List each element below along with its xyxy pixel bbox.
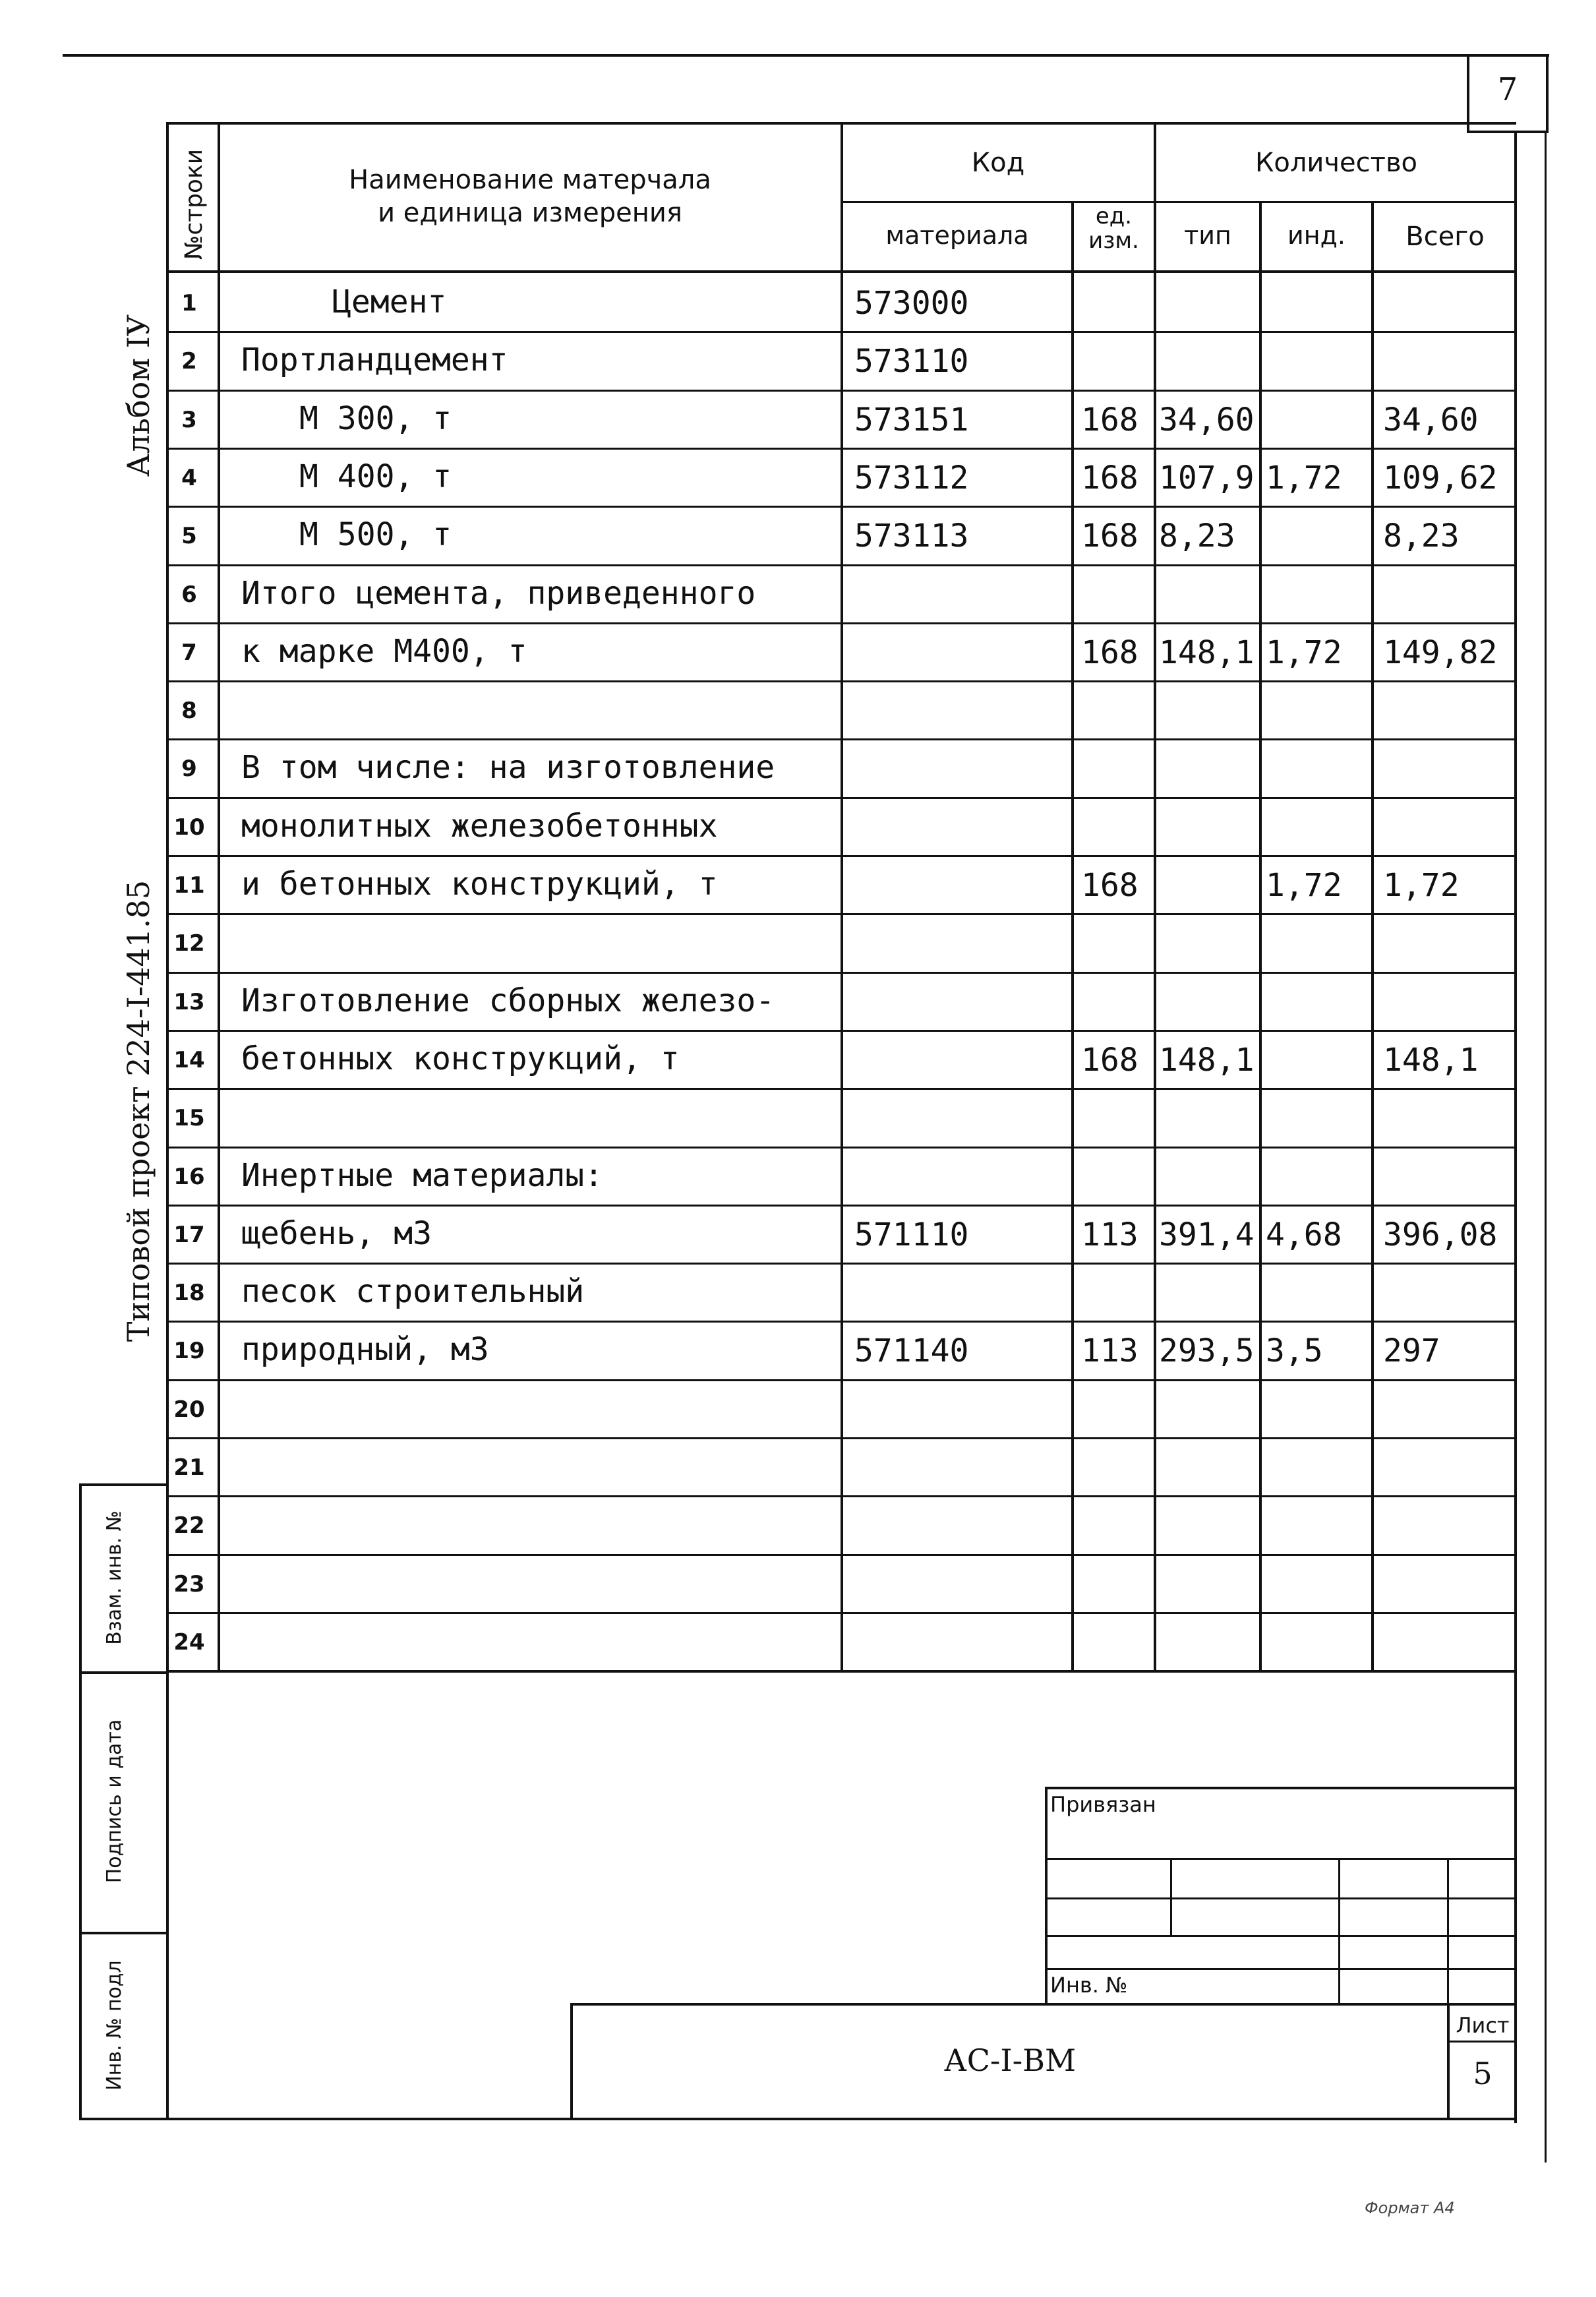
header-unit-line2: изм. — [1088, 227, 1139, 254]
row-number: 4 — [181, 465, 197, 491]
total-cell: 34,60 — [1383, 402, 1479, 438]
row-separator — [166, 680, 1516, 682]
unit-cell: 168 — [1081, 402, 1138, 438]
row-separator — [166, 1205, 1516, 1207]
row-number: 23 — [173, 1571, 205, 1597]
header-type: тип — [1184, 221, 1231, 250]
material-name: к марке М400, т — [241, 633, 527, 670]
ind-cell: 1,72 — [1266, 460, 1342, 496]
row-number: 6 — [181, 582, 197, 608]
doc-code: АС-I-ВМ — [943, 2043, 1077, 2078]
code-cell: 573110 — [854, 343, 969, 380]
row-number: 20 — [173, 1396, 205, 1423]
row-separator — [166, 1088, 1516, 1090]
type-cell: 8,23 — [1159, 518, 1235, 554]
row-separator — [166, 1147, 1516, 1148]
row-separator — [166, 1263, 1516, 1265]
row-number: 8 — [181, 698, 197, 724]
unit-cell: 168 — [1081, 460, 1138, 496]
stamp-inv-podl: Инв. № подл — [103, 1960, 126, 2091]
code-cell: 573000 — [854, 285, 969, 322]
row-number: 1 — [181, 290, 197, 316]
sheet-label: Лист — [1456, 2013, 1510, 2038]
material-name: Цемент — [332, 283, 447, 320]
material-name: и бетонных конструкций, т — [241, 866, 718, 903]
material-name: М 500, т — [299, 516, 452, 553]
row-number: 16 — [173, 1164, 205, 1190]
row-separator — [166, 506, 1516, 508]
row-separator — [166, 972, 1516, 974]
material-name: щебень, м3 — [241, 1215, 432, 1252]
row-separator — [166, 1030, 1516, 1032]
row-number: 18 — [173, 1280, 205, 1306]
header-quantity: Количество — [1255, 148, 1417, 178]
header-row-no: №строки — [181, 148, 208, 260]
total-cell: 396,08 — [1383, 1216, 1498, 1253]
row-separator — [166, 564, 1516, 566]
header-code: Код — [971, 148, 1025, 178]
row-separator — [166, 855, 1516, 857]
row-number: 17 — [173, 1222, 205, 1248]
material-name: В том числе: на изготовление — [241, 749, 775, 786]
row-separator — [166, 390, 1516, 392]
row-separator — [166, 1612, 1516, 1614]
type-cell: 293,5 — [1159, 1332, 1255, 1369]
type-cell: 148,1 — [1159, 1042, 1255, 1079]
stamp-vzam-inv: Взам. инв. № — [103, 1510, 126, 1645]
row-separator — [166, 913, 1516, 915]
header-name — [220, 164, 840, 229]
row-separator — [166, 1437, 1516, 1439]
header-ind: инд. — [1287, 221, 1345, 250]
ind-cell: 3,5 — [1266, 1332, 1323, 1369]
row-separator — [166, 797, 1516, 799]
total-cell: 109,62 — [1383, 460, 1498, 496]
row-number: 12 — [173, 930, 205, 957]
code-cell: 573113 — [854, 518, 969, 554]
header-name-line1: Наименование матерчала — [349, 165, 711, 195]
header-material: материала — [885, 221, 1029, 250]
row-number: 7 — [181, 640, 197, 666]
material-name: песок строительный — [241, 1273, 585, 1310]
total-cell: 149,82 — [1383, 634, 1498, 671]
material-name: природный, м3 — [241, 1331, 489, 1368]
row-number: 9 — [181, 756, 197, 782]
type-cell: 34,60 — [1159, 402, 1255, 438]
row-separator — [166, 622, 1516, 624]
material-name: Портландцемент — [241, 342, 508, 378]
sheet-number: 5 — [1473, 2056, 1493, 2091]
row-number: 24 — [173, 1629, 205, 1656]
material-name: Итого цемента, приведенного — [241, 575, 756, 612]
header-unit-line1: ед. — [1095, 203, 1133, 229]
type-cell: 148,1 — [1159, 634, 1255, 671]
ind-cell: 1,72 — [1266, 867, 1342, 904]
ind-cell: 1,72 — [1266, 634, 1342, 671]
material-name: Изготовление сборных железо- — [241, 982, 775, 1019]
material-name: монолитных железобетонных — [241, 808, 718, 845]
row-number: 13 — [173, 989, 205, 1015]
row-separator — [166, 738, 1516, 740]
row-number: 15 — [173, 1105, 205, 1131]
row-separator — [166, 331, 1516, 333]
ind-cell: 4,68 — [1266, 1216, 1342, 1253]
total-cell: 1,72 — [1383, 867, 1460, 904]
header-name-line2: и единица измерения — [378, 198, 682, 228]
row-separator — [166, 1554, 1516, 1556]
row-number: 11 — [173, 872, 205, 899]
row-number: 22 — [173, 1512, 205, 1539]
row-separator — [166, 1495, 1516, 1497]
unit-cell: 168 — [1081, 1042, 1138, 1079]
unit-cell: 113 — [1081, 1332, 1138, 1369]
unit-cell: 168 — [1081, 867, 1138, 904]
material-name: Инертные материалы: — [241, 1157, 604, 1194]
code-cell: 573112 — [854, 460, 969, 496]
unit-cell: 168 — [1081, 634, 1138, 671]
type-cell: 391,4 — [1159, 1216, 1255, 1253]
material-name: М 300, т — [299, 400, 452, 437]
material-name: бетонных конструкций, т — [241, 1040, 680, 1077]
code-cell: 571110 — [854, 1216, 969, 1253]
type-cell: 107,9 — [1159, 460, 1255, 496]
unit-cell: 113 — [1081, 1216, 1138, 1253]
total-cell: 148,1 — [1383, 1042, 1479, 1079]
page-number: 7 — [1497, 71, 1518, 108]
row-separator — [166, 1321, 1516, 1323]
stamp-podpis-data: Подпись и дата — [103, 1719, 126, 1884]
inv-no-label: Инв. № — [1050, 1973, 1128, 1998]
row-number: 19 — [173, 1338, 205, 1364]
code-cell: 571140 — [854, 1332, 969, 1369]
row-separator — [166, 448, 1516, 450]
total-cell: 297 — [1383, 1332, 1440, 1369]
total-cell: 8,23 — [1383, 518, 1460, 554]
project-label: Типовой проект 224-I-441.85 — [121, 880, 156, 1342]
privyazan-label: Привязан — [1050, 1792, 1156, 1817]
row-separator — [166, 1379, 1516, 1381]
material-name: М 400, т — [299, 458, 452, 495]
row-number: 21 — [173, 1454, 205, 1481]
header-total: Всего — [1405, 222, 1485, 252]
code-cell: 573151 — [854, 402, 969, 438]
album-label: Альбом IУ — [121, 314, 156, 477]
row-number: 14 — [173, 1047, 205, 1073]
row-number: 5 — [181, 523, 197, 549]
format-mark: Формат А4 — [1365, 2199, 1455, 2217]
row-number: 3 — [181, 407, 197, 433]
unit-cell: 168 — [1081, 518, 1138, 554]
row-number: 10 — [173, 814, 205, 841]
row-number: 2 — [181, 348, 197, 374]
header-unit — [1074, 204, 1154, 254]
